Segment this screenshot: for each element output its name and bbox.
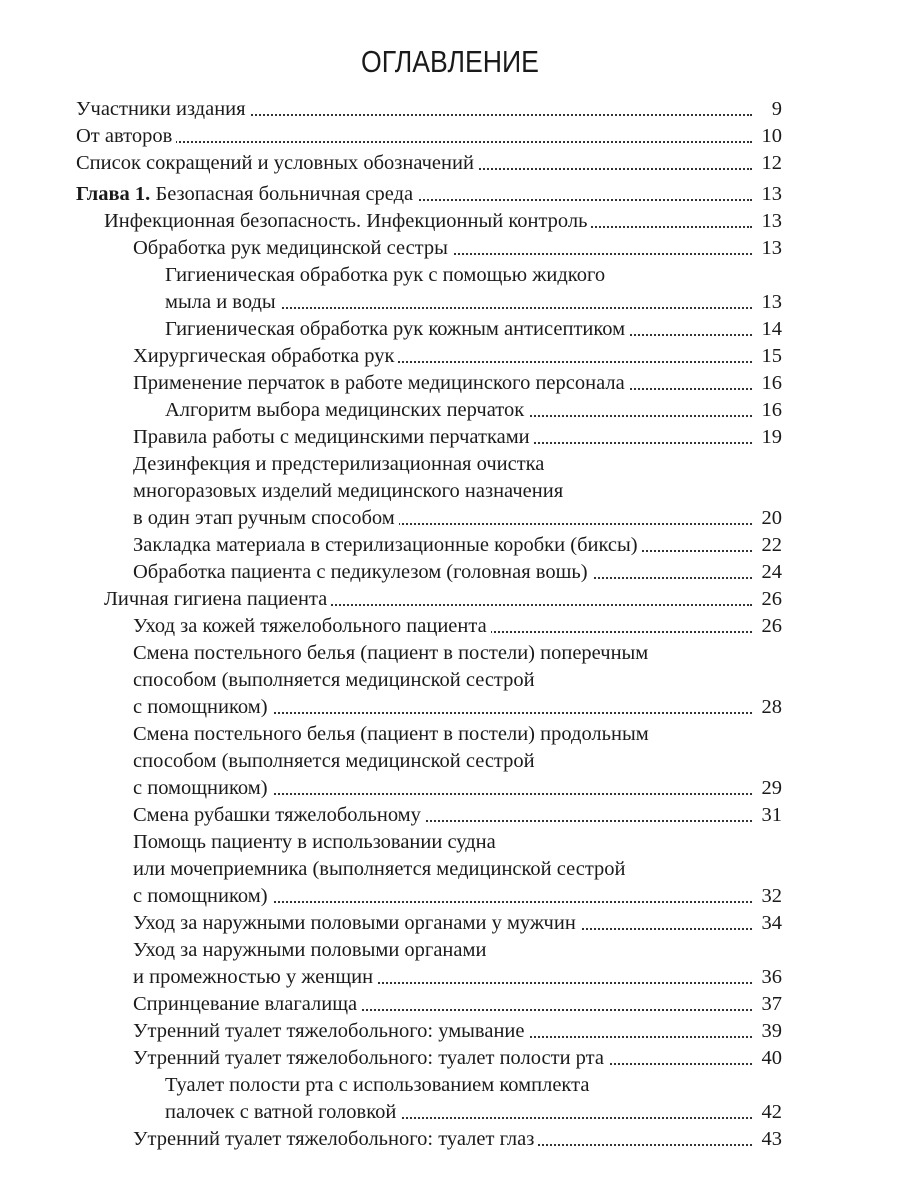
page-number: 9 [768,96,782,123]
toc-entry [76,1126,782,1153]
page-number: 40 [758,1045,783,1072]
toc-entry-title: Применение перчаток в работе медицинского персонала [133,372,625,394]
toc-entry-text [133,912,580,934]
toc-entry-text [76,152,478,174]
toc-entry-text [165,291,280,313]
page-number: 28 [758,694,783,721]
toc-entry-text [165,264,609,286]
toc-entry-title: или мочеприемника (выполняется медицинской сестрой [133,858,626,880]
toc-entry [76,613,782,640]
toc-entry-line [133,802,782,829]
toc-entry-text [133,696,272,718]
toc-entry-title: Утренний туалет тяжелобольного: умывание [133,1020,525,1042]
toc-entry [76,505,782,532]
toc-entry-line [133,721,782,748]
toc-entry [76,316,782,343]
toc-entry [76,397,782,424]
toc-entry-text [133,372,629,394]
toc-entry-text [133,615,491,637]
toc-entry-text [165,1074,593,1096]
toc-entry [76,424,782,451]
toc-entry-line [133,613,782,640]
toc-entry-line [133,856,782,883]
toc-entry-line [76,96,782,123]
page-number: 13 [758,208,783,235]
toc-entry-title: Безопасная больничная среда [150,183,414,205]
toc-entry-line [133,937,782,964]
toc-entry-text [133,885,272,907]
toc-entry-line [133,991,782,1018]
toc-entry-title: Обработка пациента с педикулезом (головная вошь) [133,561,588,583]
toc-entry-line [133,910,782,937]
toc-entry [76,1018,782,1045]
toc-entry-line [133,1018,782,1045]
toc-entry-title: мыла и воды [165,291,276,313]
toc-entry-line [133,532,782,559]
toc-entry [76,667,782,694]
toc-entry-line [133,478,782,505]
chapter-label: Глава 1. [76,183,151,205]
toc-entry-line [133,235,782,262]
toc-entry-text [133,1020,528,1042]
toc-entry-line [133,505,782,532]
toc-entry-title: Правила работы с медицинскими перчатками [133,426,530,448]
toc-entry-title: палочек с ватной головкой [165,1101,397,1123]
toc-entry [76,289,782,316]
page-number: 13 [758,181,783,208]
toc-entry [76,640,782,667]
toc-entry-title: в один этап ручным способом [133,507,395,529]
toc-entry-title: с помощником) [133,696,268,718]
toc-entry-title: От авторов [76,125,173,147]
toc-entry-line [165,289,782,316]
toc-entry-title: Смена постельного белья (пациент в постели) продольным [133,723,649,745]
toc-entry-line [133,694,782,721]
toc-entry-title: Хирургическая обработка рук [133,345,395,367]
toc-entry-text [133,669,539,691]
toc-entry-title: с помощником) [133,777,268,799]
toc-entry-text [104,588,331,610]
toc-entry-title: Помощь пациенту в использовании судна [133,831,496,853]
toc-entry-title: Инфекционная безопасность. Инфекционный контроль [104,210,588,232]
toc-entry-title: Уход за кожей тяжелобольного пациента [133,615,487,637]
dot-leader [76,141,752,143]
toc-entry [76,829,782,856]
toc-entry-title: Обработка рук медицинской сестры [133,237,448,259]
toc-entry-title: Личная гигиена пациента [104,588,328,610]
page-number: 43 [758,1126,783,1153]
page-number: 13 [758,289,783,316]
toc-entry-title: Смена постельного белья (пациент в постели) поперечным [133,642,649,664]
page-number: 15 [758,343,783,370]
toc-entry [76,1045,782,1072]
toc-entry [76,532,782,559]
toc-entry-title: Смена рубашки тяжелобольному [133,804,421,826]
toc-entry-title: Утренний туалет тяжелобольного: туалет глаз [133,1128,535,1150]
toc-entry [76,343,782,370]
toc-entry-text [133,777,272,799]
toc-entry-line [133,748,782,775]
toc-entry [76,775,782,802]
toc-entry-text [133,534,642,556]
toc-entry-title: Гигиеническая обработка рук кожным антисептиком [165,318,626,340]
toc-entry [76,235,782,262]
toc-entry-line [133,1126,782,1153]
toc-entry [76,1099,782,1126]
page-title: ОГЛАВЛЕНИЕ [361,44,539,79]
toc-entry-line [133,640,782,667]
toc-entry-title: Закладка материала в стерилизационные коробки (биксы) [133,534,638,556]
page-number: 12 [758,150,783,177]
toc-entry [76,883,782,910]
toc-entry-text [165,1101,400,1123]
toc-entry-title: способом (выполняется медицинской сестрой [133,750,535,772]
toc-entry-text [133,1047,608,1069]
page-number: 37 [758,991,783,1018]
toc-entry-title: Дезинфекция и предстерилизационная очистка [133,453,545,475]
toc-entry [76,910,782,937]
toc-entry [76,150,782,177]
toc-entry-title: с помощником) [133,885,268,907]
toc-entry-title: многоразовых изделий медицинского назначения [133,480,564,502]
toc-entry-title: Участники издания [76,98,246,120]
toc-entry-line [76,123,782,150]
toc-entry-text [76,98,250,120]
page-number: 19 [758,424,783,451]
toc-entry-title: способом (выполняется медицинской сестрой [133,669,535,691]
toc-entry-line [133,451,782,478]
toc-entry-title: Список сокращений и условных обозначений [76,152,474,174]
toc-entry-line [165,316,782,343]
toc-entry [76,478,782,505]
toc-entry-line [133,883,782,910]
toc-entry [76,181,782,208]
page-number: 39 [758,1018,783,1045]
toc-entry-text [133,426,534,448]
page-number: 13 [758,235,783,262]
toc-entry-text [133,1128,538,1150]
toc-entry [76,1072,782,1099]
toc-entry-text [133,939,490,961]
toc-entry-line [133,370,782,397]
table-of-contents [76,96,782,1153]
toc-entry-title: и промежностью у женщин [133,966,374,988]
toc-entry [76,123,782,150]
toc-entry-text [165,318,629,340]
toc-entry-line [165,1072,782,1099]
toc-entry [76,856,782,883]
toc-entry-text [133,453,548,475]
toc-entry-text [133,480,567,502]
toc-entry [76,937,782,964]
toc-entry [76,748,782,775]
toc-entry-line [133,775,782,802]
toc-entry-line [76,150,782,177]
toc-entry [76,586,782,613]
toc-entry-line [165,262,782,289]
toc-entry-text [133,750,539,772]
toc-entry-text [133,723,653,745]
page-number: 32 [758,883,783,910]
toc-entry-line [133,667,782,694]
page-number: 42 [758,1099,783,1126]
toc-entry-text [133,966,377,988]
toc-entry-line [133,1045,782,1072]
toc-entry-line [165,397,782,424]
page-number: 16 [758,397,783,424]
toc-entry-line [104,208,782,235]
toc-entry [76,694,782,721]
page-number: 22 [758,532,783,559]
toc-entry-text [76,183,417,205]
toc-entry-line [165,1099,782,1126]
toc-entry-text [133,858,630,880]
toc-entry-text [133,993,361,1015]
page-number: 36 [758,964,783,991]
toc-entry-title: Утренний туалет тяжелобольного: туалет полости рта [133,1047,604,1069]
toc-entry-text [133,804,425,826]
toc-entry-line [133,424,782,451]
toc-entry-title: Уход за наружными половыми органами [133,939,487,961]
toc-entry [76,262,782,289]
toc-entry-text [104,210,591,232]
toc-entry [76,96,782,123]
toc-entry [76,208,782,235]
page-number: 31 [758,802,783,829]
toc-entry-line [133,829,782,856]
toc-entry-line [133,343,782,370]
toc-entry [76,721,782,748]
toc-entry-title: Туалет полости рта с использованием комплекта [165,1074,590,1096]
toc-entry-text [165,399,528,421]
toc-entry-text [133,237,452,259]
toc-entry [76,559,782,586]
page-number: 34 [758,910,783,937]
toc-entry-title: Гигиеническая обработка рук с помощью жидкого [165,264,606,286]
toc-entry-title: Уход за наружными половыми органами у мужчин [133,912,576,934]
toc-entry-text [133,345,398,367]
toc-entry [76,802,782,829]
page-number: 10 [758,123,783,150]
toc-entry-text [133,561,592,583]
toc-entry-text [133,642,652,664]
page-number: 14 [758,316,783,343]
toc-entry-line [133,964,782,991]
page-number: 16 [758,370,783,397]
toc-entry-text [76,125,176,147]
toc-entry [76,451,782,478]
toc-entry-line [133,559,782,586]
toc-entry-title: Спринцевание влагалища [133,993,358,1015]
page-number: 26 [758,613,783,640]
toc-entry-text [133,507,399,529]
page-number: 20 [758,505,783,532]
toc-entry-line [76,181,782,208]
page-number: 26 [758,586,783,613]
toc-entry [76,991,782,1018]
page-number: 24 [758,559,783,586]
toc-entry-line [104,586,782,613]
page-number: 29 [758,775,783,802]
toc-entry [76,370,782,397]
toc-entry-text [133,831,500,853]
toc-entry [76,964,782,991]
toc-entry-title: Алгоритм выбора медицинских перчаток [165,399,525,421]
